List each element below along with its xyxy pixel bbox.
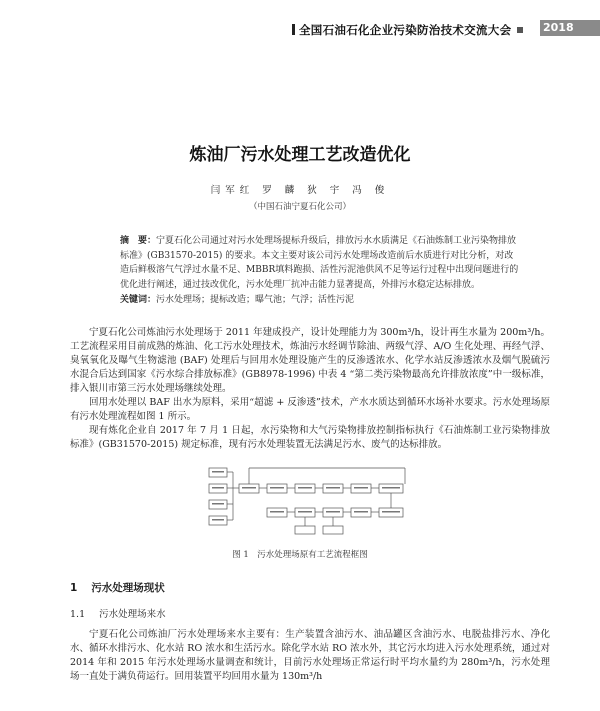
paragraph-1: 宁夏石化公司炼油污水处理场于 2011 年建成投产，设计处理能力为 300m³/h，设计再生水量为 200m³/h。工艺流程采用目前成熟的炼油、化工污水处理技术，炼油污水经调节除油、两级气浮、A/O 生化处理、再经气浮、臭氧氧化及曝气生物滤池 (BAF) 处理后与回用水处理设施产生的反渗透浓水、化学水站反渗透浓水及烟气脱硫污水混合后达到国家《污水综合排放标准》(GB8978-1996) 中表 4 “第二类污染物最高允许排放浓度”中一级标准，排入银川市第三污水处理场继续处理。 — [70, 327, 550, 394]
affiliation: （中国石油宁夏石化公司） — [248, 202, 351, 212]
section-1-title: 污水处理场现状 — [91, 582, 165, 594]
keywords — [120, 292, 520, 305]
section-1-1-title: 污水处理场来水 — [99, 609, 166, 620]
abstract-label: 摘 要： — [120, 236, 157, 246]
authors: 闫军红 罗 麟 狄 宇 冯 俊 — [210, 185, 390, 196]
header-bar-icon — [292, 24, 295, 35]
keywords-text: 污水处理场；提标改造；曝气池；气浮；活性污泥 — [156, 295, 355, 305]
section-1-heading — [70, 580, 179, 595]
abstract — [120, 234, 520, 292]
section-1-1-body — [70, 628, 550, 684]
paragraph-2: 回用水处理以 BAF 出水为原料，采用“超滤 + 反渗透”技术，产水水质达到循环水场补水要求。污水处理场原有污水处理流程如图 1 所示。 — [70, 397, 550, 422]
figure-caption: 图 1 污水处理场原有工艺流程框图 — [232, 550, 368, 560]
section-1-1-heading — [70, 606, 180, 620]
paragraph-3: 现有炼化企业自 2017 年 7 月 1 日起，水污染物和大气污染物排放控制指标执行《石油炼制工业污染物排放标准》(GB31570-2015) 规定标准，现有污水处理装置无法满足污水、废气的达标排放。 — [70, 425, 550, 450]
conference-name: 全国石油石化企业污染防治技术交流大会 — [299, 23, 512, 37]
keywords-label: 关键词： — [120, 295, 157, 305]
paper-title: 炼油厂污水处理工艺改造优化 — [189, 145, 411, 165]
year-badge: 2018 — [540, 20, 600, 36]
paragraph-last: 宁夏石化公司炼油厂污水处理场来水主要有：生产装置含油污水、油品罐区含油污水、电脱盐排污水、净化水、循环水排污水、化水站 RO 浓水和生活污水。除化学水站 RO 浓水外，其它污水均进入污水处理系统，通过对 2014 年和 2015 年污水处理场水量调查和统计，目前污水处理场正常运行时平均水量约为 280m³/h，污水处理场一直处于满负荷运行。回用装置平均回用水量为 130m³/h — [70, 629, 550, 682]
header-square-icon — [517, 27, 523, 33]
abstract-text: 宁夏石化公司通过对污水处理场提标升级后，排放污水水质满足《石油炼制工业污染物排放标准》(GB31570-2015) 的要求。本文主要对该公司污水处理场改造前后水质进行对比分析，对改造后鲜极溶气气浮过水量不足、MBBR填料跑损、活性污泥池供风不足等运行过程中出现问题进行的优化进行阐述，通过技改优化，污水处理厂抗冲击能力显著提高，外排污水稳定达标排放。 — [120, 236, 519, 290]
process-flow-diagram — [205, 460, 415, 540]
section-1-number: 1 — [70, 582, 78, 594]
conference-header — [292, 22, 529, 38]
intro-body — [70, 326, 550, 452]
section-1-1-number: 1.1 — [70, 609, 86, 620]
